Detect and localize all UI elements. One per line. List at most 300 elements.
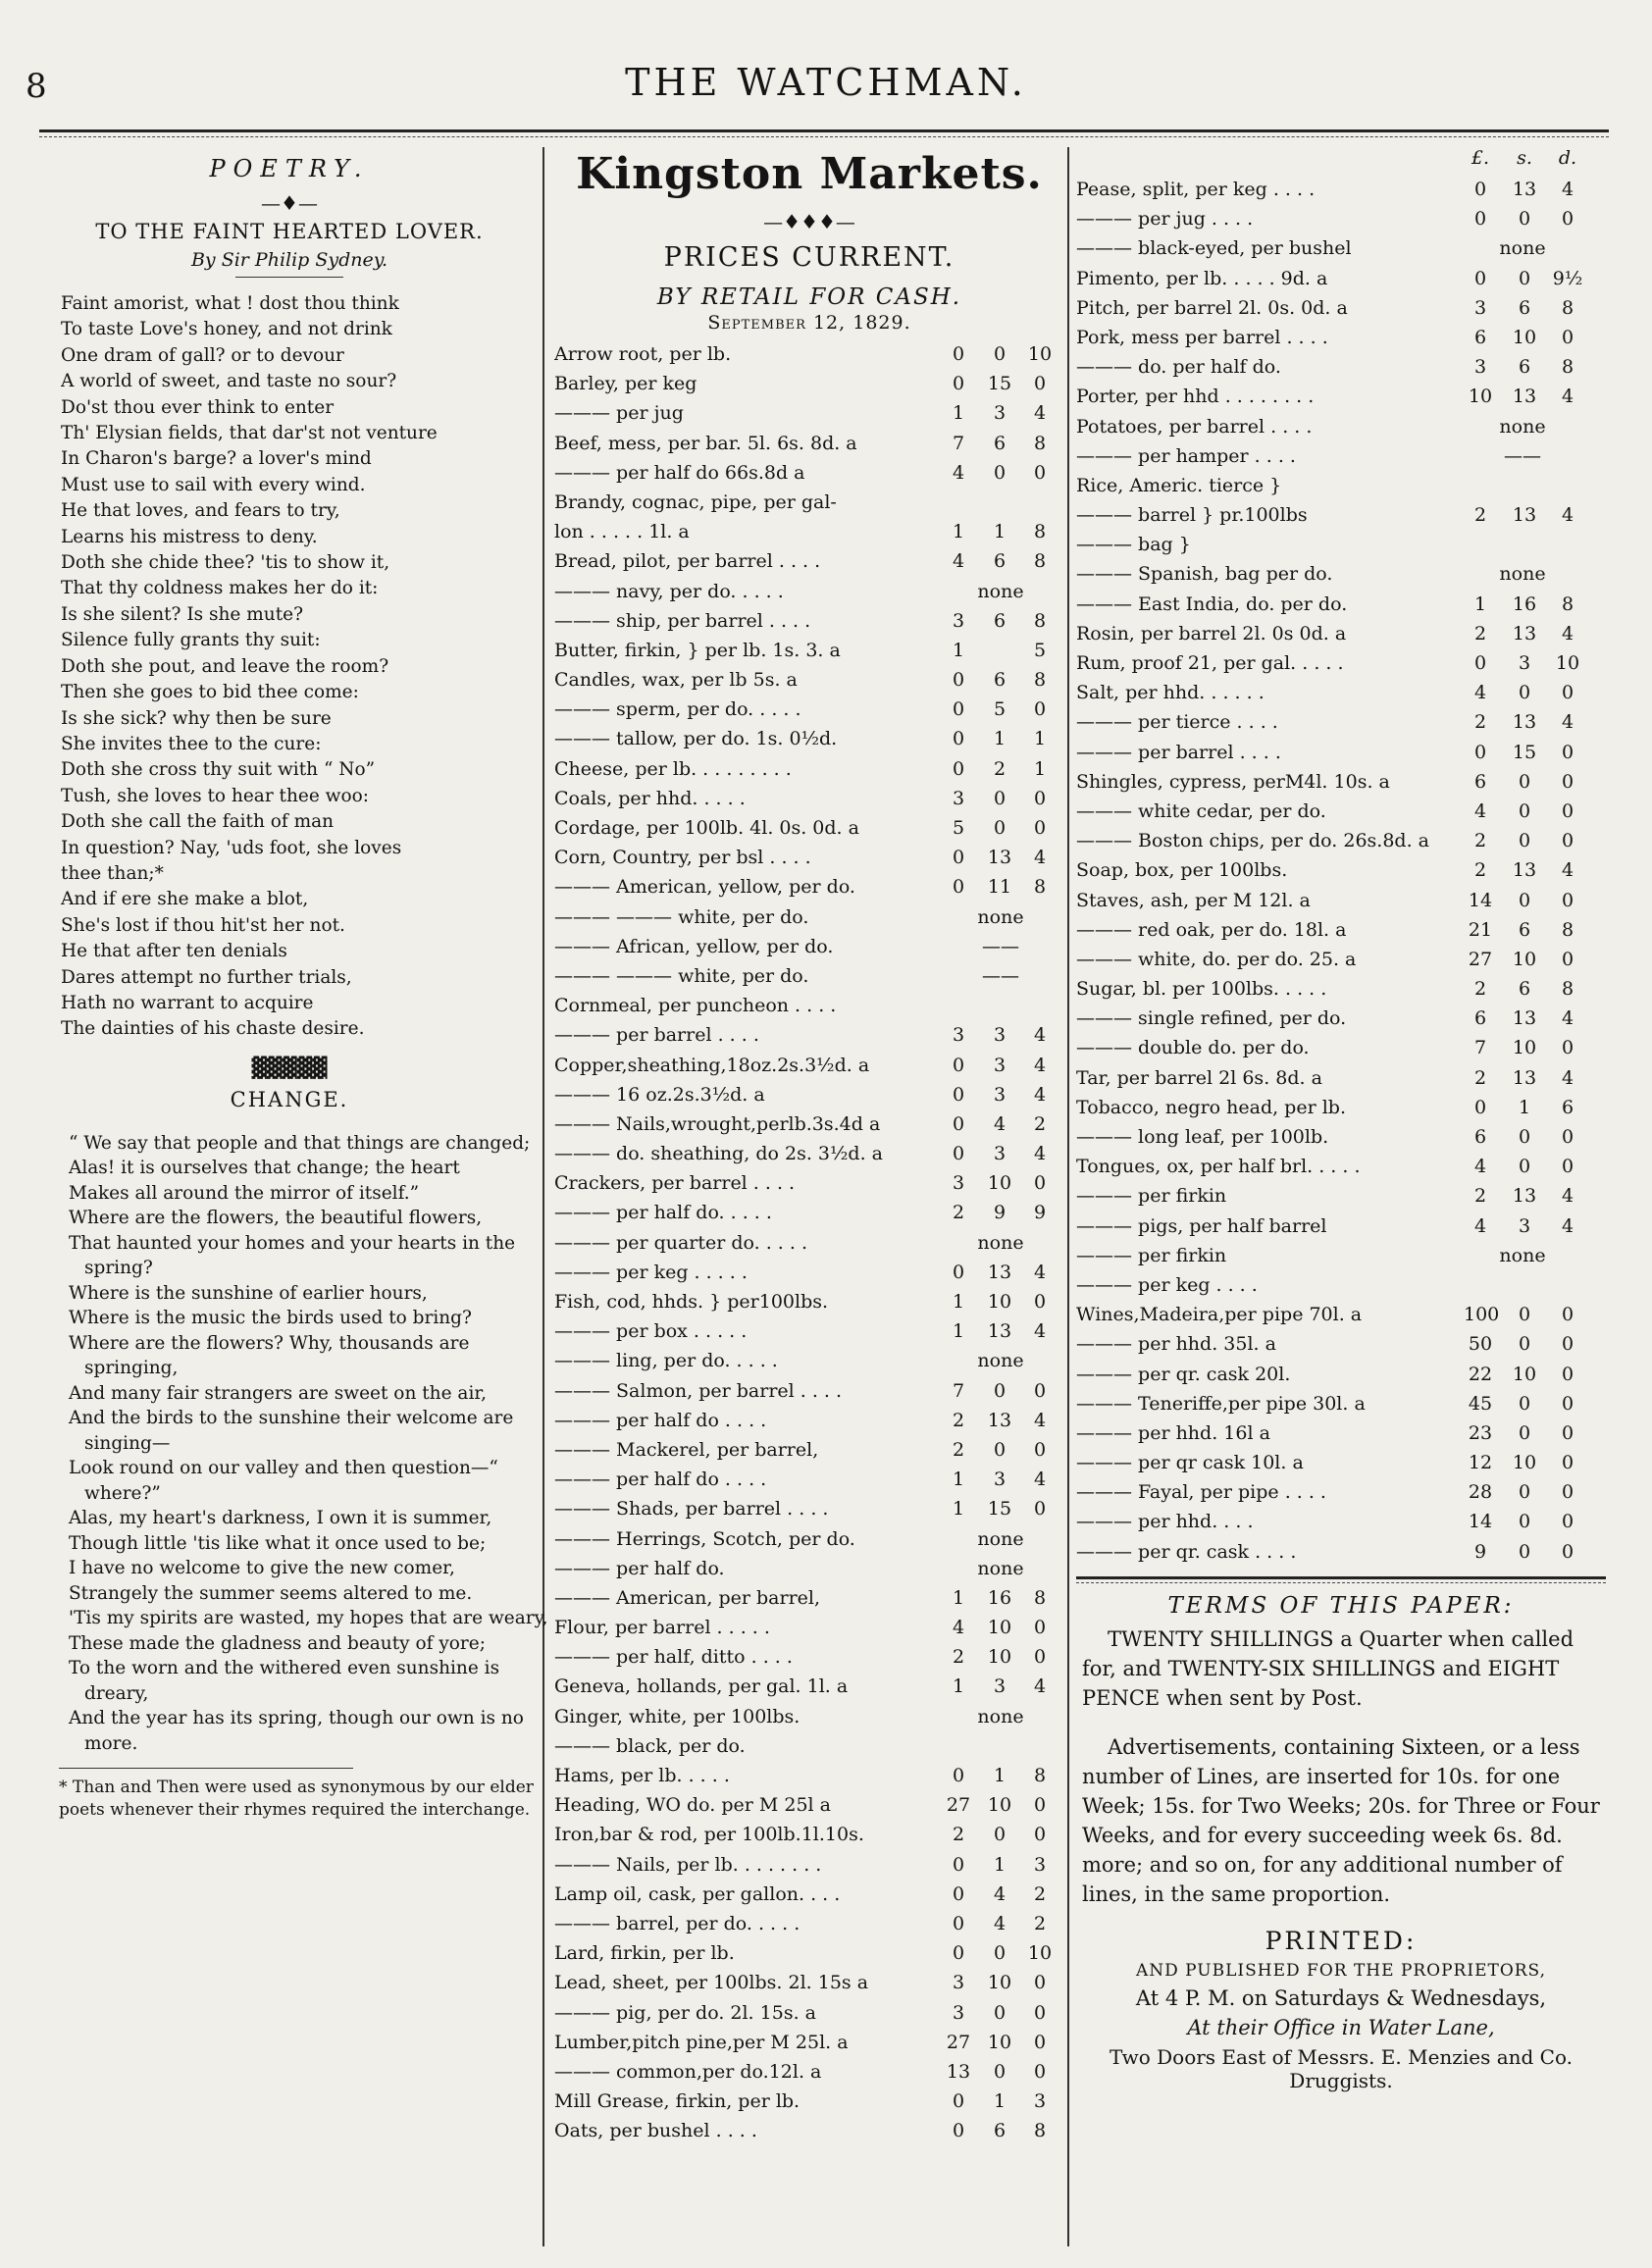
markets-terms-column	[1076, 147, 1606, 2098]
price-shillings: 6	[1518, 356, 1531, 379]
price-none: none	[1499, 1244, 1546, 1266]
price-shillings: 0	[993, 1824, 1007, 1846]
retail-heading: BY RETAIL FOR CASH.	[656, 284, 962, 310]
price-pounds: 2	[1473, 859, 1487, 882]
price-pence: 0	[1033, 1291, 1047, 1313]
price-item-label: ——— per jug . . . .	[1076, 208, 1254, 231]
price-shillings: 6	[993, 609, 1007, 632]
price-pence: 10	[1027, 1942, 1053, 1965]
price-item-label: Coals, per hhd. . . . .	[554, 787, 746, 809]
price-row	[1076, 1063, 1606, 1093]
price-item-label: Geneva, hollands, per gal. 1l. a	[554, 1675, 849, 1698]
price-pence: 0	[1033, 2001, 1047, 2024]
price-row	[554, 724, 1064, 753]
price-pounds: 0	[1473, 267, 1487, 289]
price-shillings: 4	[993, 1882, 1007, 1905]
price-item-label: Pimento, per lb. . . . . 9d. a	[1076, 267, 1328, 289]
price-pence: 0	[1561, 1126, 1575, 1148]
price-pence: 0	[1033, 1438, 1047, 1461]
price-shillings: 0	[993, 787, 1007, 809]
poem-line: Must use to sail with every wind.	[61, 474, 366, 495]
price-item-label: ——— per box . . . . .	[554, 1320, 748, 1343]
price-shillings: 9	[993, 1202, 1007, 1224]
price-shillings: 13	[1512, 504, 1537, 527]
price-item-label: Heading, WO do. per M 25l a	[554, 1794, 831, 1817]
price-item-label: ——— ship, per barrel . . . .	[554, 609, 811, 632]
price-row	[554, 429, 1064, 458]
price-row	[1076, 915, 1606, 945]
price-pounds: 10	[1468, 386, 1493, 408]
price-none: none	[977, 1231, 1024, 1254]
price-pence: 2	[1033, 1112, 1047, 1135]
price-none: none	[1499, 415, 1546, 438]
poem-line: In Charon's barge? a lover's mind	[61, 448, 372, 470]
price-pounds: 13	[946, 2060, 971, 2083]
price-pence: 9	[1033, 1202, 1047, 1224]
price-pounds: 0	[1473, 208, 1487, 231]
price-row	[1076, 1241, 1606, 1270]
price-item-label: ——— per qr. cask . . . .	[1076, 1540, 1297, 1563]
price-row	[554, 1258, 1064, 1287]
price-pounds: 21	[1468, 918, 1493, 941]
price-row	[554, 665, 1064, 695]
price-item-label: ——— African, yellow, per do.	[554, 935, 834, 957]
price-item-label: ——— black, per do.	[554, 1734, 746, 1757]
publisher-line: AND PUBLISHED FOR THE PROPRIETORS,	[1135, 1960, 1547, 1981]
price-pounds: 27	[946, 1794, 971, 1817]
price-pounds: 4	[1473, 682, 1487, 704]
price-pence: 0	[1033, 1972, 1047, 1994]
change-line: Where are the flowers? Why, thousands are springing,	[69, 1332, 470, 1379]
price-shillings: 1	[993, 2090, 1007, 2113]
price-item-label: ——— per firkin	[1076, 1185, 1227, 1208]
poem-line: She's lost if thou hit'st her not.	[61, 914, 345, 936]
poem-line: To taste Love's honey, and not drink	[61, 319, 392, 340]
price-pounds: 2	[1473, 504, 1487, 527]
price-pence: 0	[1033, 787, 1047, 809]
price-item-label: Pork, mess per barrel . . . .	[1076, 326, 1328, 348]
price-pence: 4	[1561, 622, 1575, 644]
price-pence: 8	[1561, 918, 1575, 941]
price-row	[1076, 797, 1606, 826]
price-pounds: 45	[1468, 1392, 1493, 1415]
price-pounds: 3	[952, 787, 965, 809]
price-pounds: 0	[952, 698, 965, 721]
masthead: THE WATCHMAN.	[625, 61, 1027, 104]
price-pence: 8	[1033, 432, 1047, 454]
poem-line: Doth she cross thy suit with “ No”	[61, 759, 376, 781]
price-row	[554, 1880, 1064, 1909]
price-row	[554, 1968, 1064, 1997]
pence-header: d.	[1558, 147, 1577, 169]
price-item-label: ——— black-eyed, per bushel	[1076, 237, 1352, 260]
price-row	[554, 577, 1064, 606]
poem-line: He that loves, and fears to try,	[61, 500, 340, 522]
price-pounds: 2	[952, 1646, 965, 1669]
price-row	[1076, 1389, 1606, 1418]
price-shillings: 3	[993, 1675, 1007, 1698]
price-pence: 0	[1561, 1304, 1575, 1326]
price-shillings: 6	[1518, 978, 1531, 1001]
poetry-column	[29, 147, 549, 1822]
price-shillings: 10	[987, 1972, 1012, 1994]
price-shillings: 0	[1518, 267, 1531, 289]
price-item-label: Candles, wax, per lb 5s. a	[554, 669, 798, 692]
price-row	[1076, 1004, 1606, 1033]
price-row	[554, 1850, 1064, 1880]
price-pounds: 1	[952, 639, 965, 661]
price-pence: 0	[1561, 889, 1575, 911]
price-none: none	[977, 1705, 1024, 1727]
price-item-label: lon . . . . . 1l. a	[554, 521, 690, 543]
price-row	[554, 843, 1064, 872]
price-row	[554, 1909, 1064, 1938]
price-row	[554, 1316, 1064, 1346]
price-row	[554, 517, 1064, 546]
price-shillings: 10	[1512, 1363, 1537, 1385]
price-item-label: ——— 16 oz.2s.3½d. a	[554, 1083, 765, 1106]
price-shillings: 0	[1518, 1304, 1531, 1326]
price-pounds: 2	[1473, 622, 1487, 644]
price-item-label: ——— per half do. . . . .	[554, 1202, 772, 1224]
price-item-label: ——— ling, per do. . . . .	[554, 1350, 778, 1372]
price-item-label: ——— barrel } pr.100lbs	[1076, 504, 1308, 527]
price-pounds: 0	[1473, 179, 1487, 200]
price-item-label: ——— per quarter do. . . . .	[554, 1231, 808, 1254]
price-row	[1076, 1507, 1606, 1536]
price-none: ——	[982, 935, 1019, 957]
price-pence: 6	[1561, 1096, 1575, 1118]
price-item-label: Shingles, cypress, perM4l. 10s. a	[1076, 770, 1390, 793]
poem-line: Dares attempt no further trials,	[61, 966, 352, 988]
price-item-label: Lumber,pitch pine,per M 25l. a	[554, 2031, 849, 2053]
price-none: none	[1499, 237, 1546, 260]
price-row	[1076, 678, 1606, 707]
price-item-label: ——— double do. per do.	[1076, 1037, 1310, 1059]
price-pounds: 6	[1473, 1007, 1487, 1030]
poem-title: TO THE FAINT HEARTED LOVER.	[95, 220, 484, 243]
price-item-label: Ginger, white, per 100lbs.	[554, 1705, 800, 1727]
price-row	[554, 1376, 1064, 1406]
price-row	[1076, 855, 1606, 885]
price-pounds: 0	[952, 847, 965, 869]
price-row	[554, 754, 1064, 784]
price-row	[554, 369, 1064, 398]
poem-line: A world of sweet, and taste no sour?	[61, 371, 397, 392]
price-pence: 1	[1033, 728, 1047, 750]
price-shillings: 3	[1518, 1214, 1531, 1237]
price-pence: 0	[1033, 461, 1047, 484]
price-shillings: 0	[1518, 1540, 1531, 1563]
price-pence: 8	[1033, 550, 1047, 573]
price-row	[1076, 1181, 1606, 1211]
price-item-label: Lead, sheet, per 100lbs. 2l. 15s a	[554, 1972, 869, 1994]
price-pence: 0	[1561, 799, 1575, 822]
price-pounds: 5	[952, 817, 965, 839]
price-pounds: 1	[952, 1320, 965, 1343]
price-shillings: 0	[1518, 889, 1531, 911]
price-row	[554, 1642, 1064, 1672]
price-item-label: Hams, per lb. . . . .	[554, 1765, 730, 1786]
price-row	[554, 2057, 1064, 2087]
price-pence: 4	[1033, 402, 1047, 425]
poem-line: She invites thee to the cure:	[61, 733, 322, 754]
price-pence: 4	[1561, 1066, 1575, 1089]
price-row	[1076, 945, 1606, 974]
price-shillings: 0	[993, 1379, 1007, 1402]
price-row	[554, 902, 1064, 932]
price-pounds: 22	[1468, 1363, 1493, 1385]
change-line: And the birds to the sunshine their welcome are singing—	[69, 1408, 514, 1454]
price-pounds: 7	[1473, 1037, 1487, 1059]
page-header	[0, 57, 1652, 116]
change-line: These made the gladness and beauty of yore;	[69, 1632, 486, 1654]
price-item-label: ——— pig, per do. 2l. 15s. a	[554, 2001, 816, 2024]
price-row	[1076, 1152, 1606, 1181]
price-item-label: Corn, Country, per bsl . . . .	[554, 847, 811, 869]
price-shillings: 15	[1512, 741, 1537, 763]
price-item-label: ——— per qr. cask 20l.	[1076, 1363, 1291, 1385]
price-shillings: 3	[993, 1143, 1007, 1165]
price-pence: 4	[1033, 1261, 1047, 1283]
price-pounds: 0	[1473, 1096, 1487, 1118]
price-item-label: ——— per barrel . . . .	[1076, 741, 1281, 763]
price-row	[554, 606, 1064, 636]
price-shillings: 0	[1518, 1156, 1531, 1178]
change-line: Makes all around the mirror of itself.”	[69, 1182, 420, 1204]
price-pence: 5	[1033, 639, 1047, 661]
price-pounds: 2	[952, 1824, 965, 1846]
markets-title: Kingston Markets.	[576, 149, 1043, 199]
change-line: Where is the music the birds used to bring?	[69, 1308, 472, 1329]
price-pounds: 12	[1468, 1452, 1493, 1474]
price-pence: 4	[1033, 847, 1047, 869]
price-item-label: Iron,bar & rod, per 100lb.1l.10s.	[554, 1824, 864, 1846]
price-item-label: Rum, proof 21, per gal. . . . .	[1076, 652, 1344, 674]
price-pence: 0	[1033, 2060, 1047, 2083]
schedule-line: At 4 P. M. on Saturdays & Wednesdays,	[1135, 1985, 1547, 2010]
price-pounds: 1	[1473, 593, 1487, 615]
price-pounds: 0	[952, 1853, 965, 1876]
price-pounds: 7	[952, 1379, 965, 1402]
price-item-label: Salt, per hhd. . . . . .	[1076, 682, 1265, 704]
price-row	[554, 1406, 1064, 1435]
price-shillings: 16	[987, 1586, 1012, 1609]
header-rule-dashed	[39, 136, 1609, 137]
price-item-label: ——— do. per half do.	[1076, 356, 1281, 379]
price-pounds: 0	[952, 1083, 965, 1106]
price-pounds: 14	[1468, 1511, 1493, 1533]
price-item-label: ——— Mackerel, per barrel,	[554, 1438, 819, 1461]
price-pence: 8	[1561, 296, 1575, 319]
price-item-label: Beef, mess, per bar. 5l. 6s. 8d. a	[554, 432, 857, 454]
price-pence: 0	[1561, 682, 1575, 704]
price-pence: 0	[1033, 373, 1047, 395]
price-item-label: Barley, per keg	[554, 373, 697, 395]
price-pence: 3	[1033, 2090, 1047, 2113]
poem-line: The dainties of his chaste desire.	[61, 1018, 365, 1040]
poem-line: He that after ten denials	[61, 941, 287, 962]
price-shillings: 1	[993, 728, 1007, 750]
price-pounds: 0	[952, 669, 965, 692]
price-pence: 0	[1561, 1421, 1575, 1444]
price-shillings: 10	[987, 1291, 1012, 1313]
price-row	[1076, 1211, 1606, 1241]
price-row	[554, 932, 1064, 961]
price-shillings: 10	[1512, 1452, 1537, 1474]
price-shillings: 0	[993, 343, 1007, 365]
price-row	[554, 1465, 1064, 1494]
price-shillings: 13	[1512, 1185, 1537, 1208]
price-item-label: ——— single refined, per do.	[1076, 1007, 1347, 1030]
price-pence: 3	[1033, 1853, 1047, 1876]
price-pence: 0	[1033, 1172, 1047, 1195]
price-pounds: 0	[952, 1765, 965, 1786]
price-shillings: 13	[987, 847, 1012, 869]
price-pounds: 23	[1468, 1421, 1493, 1444]
price-row	[554, 1228, 1064, 1258]
price-row	[1076, 264, 1606, 293]
poem-line: Doth she pout, and leave the room?	[61, 655, 389, 677]
price-row	[554, 991, 1064, 1020]
price-row	[554, 1554, 1064, 1583]
price-shillings: 0	[1518, 770, 1531, 793]
price-pounds: 0	[1473, 741, 1487, 763]
poem-line: Do'st thou ever think to enter	[61, 396, 335, 418]
price-row	[1076, 1300, 1606, 1329]
price-item-label: Flour, per barrel . . . . .	[554, 1617, 770, 1639]
change-line: And many fair strangers are sweet on the air,	[69, 1382, 488, 1404]
price-item-label: Butter, firkin, } per lb. 1s. 3. a	[554, 639, 841, 661]
price-shillings: 13	[987, 1320, 1012, 1343]
price-row	[554, 1672, 1064, 1701]
price-pounds: 0	[952, 1942, 965, 1965]
price-pounds: 0	[952, 1912, 965, 1934]
price-pounds: 4	[952, 550, 965, 573]
poem-line: Is she silent? Is she mute?	[61, 603, 304, 625]
change-line: “ We say that people and that things are changed;	[69, 1132, 531, 1154]
price-pence: 0	[1033, 1794, 1047, 1817]
price-pounds: 28	[1468, 1481, 1493, 1504]
price-item-label: ——— per hhd. 35l. a	[1076, 1333, 1276, 1356]
price-row	[554, 872, 1064, 902]
price-pounds: 3	[1473, 296, 1487, 319]
price-row	[554, 2028, 1064, 2057]
price-pounds: 4	[1473, 1214, 1487, 1237]
price-pence: 8	[1561, 356, 1575, 379]
price-item-label: ——— Spanish, bag per do.	[1076, 563, 1333, 586]
price-pence: 0	[1033, 1379, 1047, 1402]
price-item-label: ——— per firkin	[1076, 1244, 1227, 1266]
price-shillings: 0	[1518, 799, 1531, 822]
price-row	[1076, 352, 1606, 382]
price-pounds: 7	[952, 432, 965, 454]
price-shillings: 13	[1512, 622, 1537, 644]
price-row	[554, 1790, 1064, 1820]
price-shillings: 0	[993, 1942, 1007, 1965]
price-item-label: ——— per half do . . . .	[554, 1469, 767, 1491]
price-row	[1076, 530, 1606, 559]
price-shillings: 13	[1512, 711, 1537, 734]
price-pounds: 2	[1473, 830, 1487, 852]
price-item-label: ——— per half do . . . .	[554, 1409, 767, 1431]
price-row	[554, 1109, 1064, 1139]
price-pence: 10	[1027, 343, 1053, 365]
price-item-label: ——— white cedar, per do.	[1076, 799, 1326, 822]
price-pounds: 0	[952, 373, 965, 395]
price-pounds: 27	[946, 2031, 971, 2053]
price-shillings: 10	[1512, 948, 1537, 970]
price-pence: 4	[1033, 1409, 1047, 1431]
price-row	[1076, 1122, 1606, 1152]
price-pence: 0	[1033, 1617, 1047, 1639]
price-pounds: 0	[952, 1112, 965, 1135]
price-row	[554, 1494, 1064, 1523]
price-pounds: 3	[952, 1024, 965, 1047]
price-pence: 2	[1033, 1912, 1047, 1934]
price-shillings: 13	[987, 1409, 1012, 1431]
price-item-label: Tongues, ox, per half brl. . . . .	[1076, 1156, 1361, 1178]
price-shillings: 6	[993, 2120, 1007, 2142]
price-shillings: 10	[987, 1172, 1012, 1195]
price-pounds: 4	[1473, 799, 1487, 822]
price-item-label: ——— Salmon, per barrel . . . .	[554, 1379, 843, 1402]
price-item-label: Rice, Americ. tierce }	[1076, 474, 1282, 496]
price-pence: 4	[1033, 1024, 1047, 1047]
price-pence: 0	[1561, 1363, 1575, 1385]
price-item-label: ——— per half do 66s.8d a	[554, 461, 805, 484]
price-pence: 4	[1561, 1214, 1575, 1237]
price-row	[554, 1998, 1064, 2028]
price-row	[1076, 1270, 1606, 1300]
price-pence: 0	[1033, 1498, 1047, 1521]
price-item-label: ——— American, per barrel,	[554, 1586, 821, 1609]
change-line: Though little 'tis like what it once used to be;	[69, 1532, 487, 1554]
price-pence: 10	[1555, 652, 1580, 674]
price-shillings: 3	[993, 1054, 1007, 1076]
price-shillings: 6	[993, 550, 1007, 573]
price-row	[1076, 233, 1606, 263]
price-pounds: 0	[952, 1054, 965, 1076]
price-row	[1076, 471, 1606, 500]
poem-line: thee than;*	[61, 862, 164, 884]
price-item-label: ——— per barrel . . . .	[554, 1024, 759, 1047]
change-line: I have no welcome to give the new comer,	[69, 1558, 455, 1579]
poem-line: Doth she chide thee? 'tis to show it,	[61, 552, 390, 574]
price-row	[554, 398, 1064, 428]
price-item-label: ——— per keg . . . .	[1076, 1273, 1258, 1296]
price-shillings: 11	[987, 876, 1012, 899]
price-item-label: ——— Teneriffe,per pipe 30l. a	[1076, 1392, 1366, 1415]
price-pence: 4	[1561, 859, 1575, 882]
price-item-label: Tar, per barrel 2l 6s. 8d. a	[1076, 1066, 1322, 1089]
location-line: Two Doors East of Messrs. E. Menzies and Co. Druggists.	[1109, 2044, 1574, 2092]
change-line: Alas! it is ourselves that change; the heart	[69, 1158, 460, 1179]
price-pence: 4	[1033, 1083, 1047, 1106]
price-shillings: 0	[1518, 1511, 1531, 1533]
price-shillings: 6	[993, 432, 1007, 454]
price-pounds: 2	[952, 1202, 965, 1224]
price-row	[1076, 382, 1606, 411]
price-pence: 4	[1561, 504, 1575, 527]
price-pence: 4	[1033, 1054, 1047, 1076]
price-item-label: Staves, ash, per M 12l. a	[1076, 889, 1311, 911]
price-row	[554, 813, 1064, 843]
price-pounds: 2	[952, 1438, 965, 1461]
price-item-label: ——— Nails, per lb. . . . . . . .	[554, 1853, 822, 1876]
price-row	[554, 1702, 1064, 1731]
price-item-label: ——— Nails,wrought,perlb.3s.4d a	[554, 1112, 881, 1135]
